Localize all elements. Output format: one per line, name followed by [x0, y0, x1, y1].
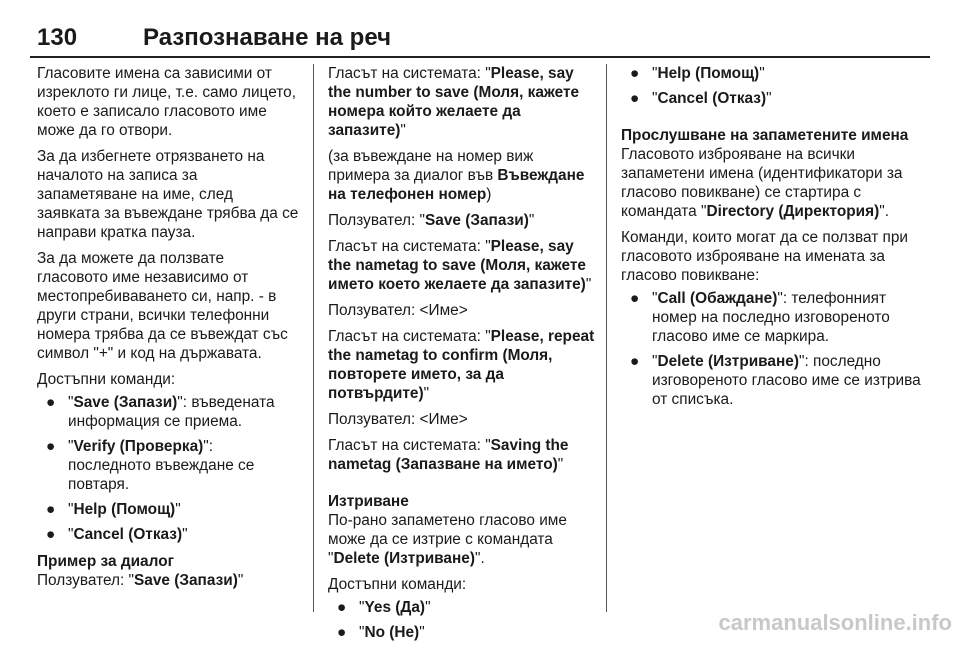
bullet-icon: ●	[630, 290, 640, 307]
user-line-4: Ползувател: <Име>	[328, 411, 468, 428]
system-line-4: Гласът на системата: "Saving the nametag (Запазване на името)"	[328, 437, 569, 473]
paragraph-voice-names: Гласовите имена са зависими от изреклото ги лице, т.е. само лицето, което е записало гласовото име може да го отвори.	[37, 65, 296, 139]
column-2	[328, 64, 598, 650]
bullet-icon: ●	[630, 65, 640, 82]
list-item: ● "Cancel (Отказ)"	[46, 526, 188, 543]
commands-list	[621, 289, 921, 409]
list-item: ● "Help (Помощ)"	[46, 501, 181, 518]
delete-paragraph: По-рано запаметено гласово име може да се изтрие с командата "Delete (Изтриване)".	[328, 512, 567, 567]
page-number: 130	[37, 24, 78, 51]
bullet-icon: ●	[630, 353, 640, 370]
system-line-3: Гласът на системата: "Please, repeat the nametag to confirm (Моля, повторете името, за да потвърдите)"	[328, 328, 595, 402]
paragraph-international: За да можете да ползвате гласовото име независимо от местопребиваването си, напр. - в други страни, всички телефонни номера трябва да се въвеждат със символ "+" и код на държавата.	[37, 250, 288, 362]
list-item: ● "Delete (Изтриване)": последно изговореното гласово име се изтрива от списъка.	[630, 353, 921, 408]
page-header	[30, 20, 930, 56]
dialog-user-line: Ползувател: "Save (Запази)"	[37, 572, 244, 589]
dialog-heading: Пример за диалог	[37, 553, 175, 570]
commands-intro: Достъпни команди:	[37, 371, 176, 388]
commands-intro: Достъпни команди:	[328, 576, 467, 593]
list-item: ● "Call (Обаждане)": телефонният номер на последно изговореното гласово име се маркира.	[630, 290, 890, 345]
commands-list	[328, 598, 598, 642]
commands-list	[621, 64, 921, 108]
bullet-icon: ●	[46, 394, 56, 411]
list-item: ● "Yes (Да)"	[337, 599, 431, 616]
column-divider-1	[313, 64, 314, 612]
column-3	[621, 64, 921, 417]
list-item: ● "Help (Помощ)"	[630, 65, 765, 82]
system-line-2: Гласът на системата: "Please, say the nametag to save (Моля, кажете името което желаете да запазите)"	[328, 238, 592, 293]
user-line-3: Ползувател: <Име>	[328, 302, 468, 319]
bullet-icon: ●	[337, 599, 347, 616]
list-item: ● "Cancel (Отказ)"	[630, 90, 772, 107]
delete-heading: Изтриване	[328, 493, 409, 510]
page-title: Разпознаване на реч	[143, 24, 392, 51]
bullet-icon: ●	[337, 624, 347, 641]
bullet-icon: ●	[630, 90, 640, 107]
list-item: ● "Save (Запази)": въведената информация се приема.	[46, 394, 275, 430]
commands-list	[37, 393, 299, 544]
listen-heading: Прослушване на запаметените имена	[621, 127, 909, 144]
user-line-2: Ползувател: "Save (Запази)"	[328, 212, 535, 229]
header-rule	[30, 56, 930, 58]
commands-intro: Команди, които могат да се ползват при гласовото изброяване на имената за гласово повикване:	[621, 229, 909, 284]
list-item: ● "Verify (Проверка)": последното въвеждане се повтаря.	[46, 438, 255, 493]
system-line-1: Гласът на системата: "Please, say the number to save (Моля, кажете номера който желаете да запазите)"	[328, 65, 580, 139]
list-item: ● "No (Не)"	[337, 624, 425, 641]
note-line: (за въвеждане на номер виж примера за диалог във Въвеждане на телефонен номер)	[328, 148, 585, 203]
bullet-icon: ●	[46, 438, 56, 455]
watermark: carmanualsonline.info	[718, 610, 952, 635]
column-1	[37, 64, 299, 597]
bullet-icon: ●	[46, 501, 56, 518]
bullet-icon: ●	[46, 526, 56, 543]
column-divider-2	[606, 64, 607, 612]
listen-paragraph: Гласовото изброяване на всички запаметени имена (идентификатори за гласово повикване) се стартира с командата "Directory (Директория)".	[621, 146, 903, 220]
paragraph-pause: За да избегнете отрязването на началото на записа за запаметяване на име, след заявката за въвеждане трябва да се направи кратка пауза.	[37, 148, 299, 241]
